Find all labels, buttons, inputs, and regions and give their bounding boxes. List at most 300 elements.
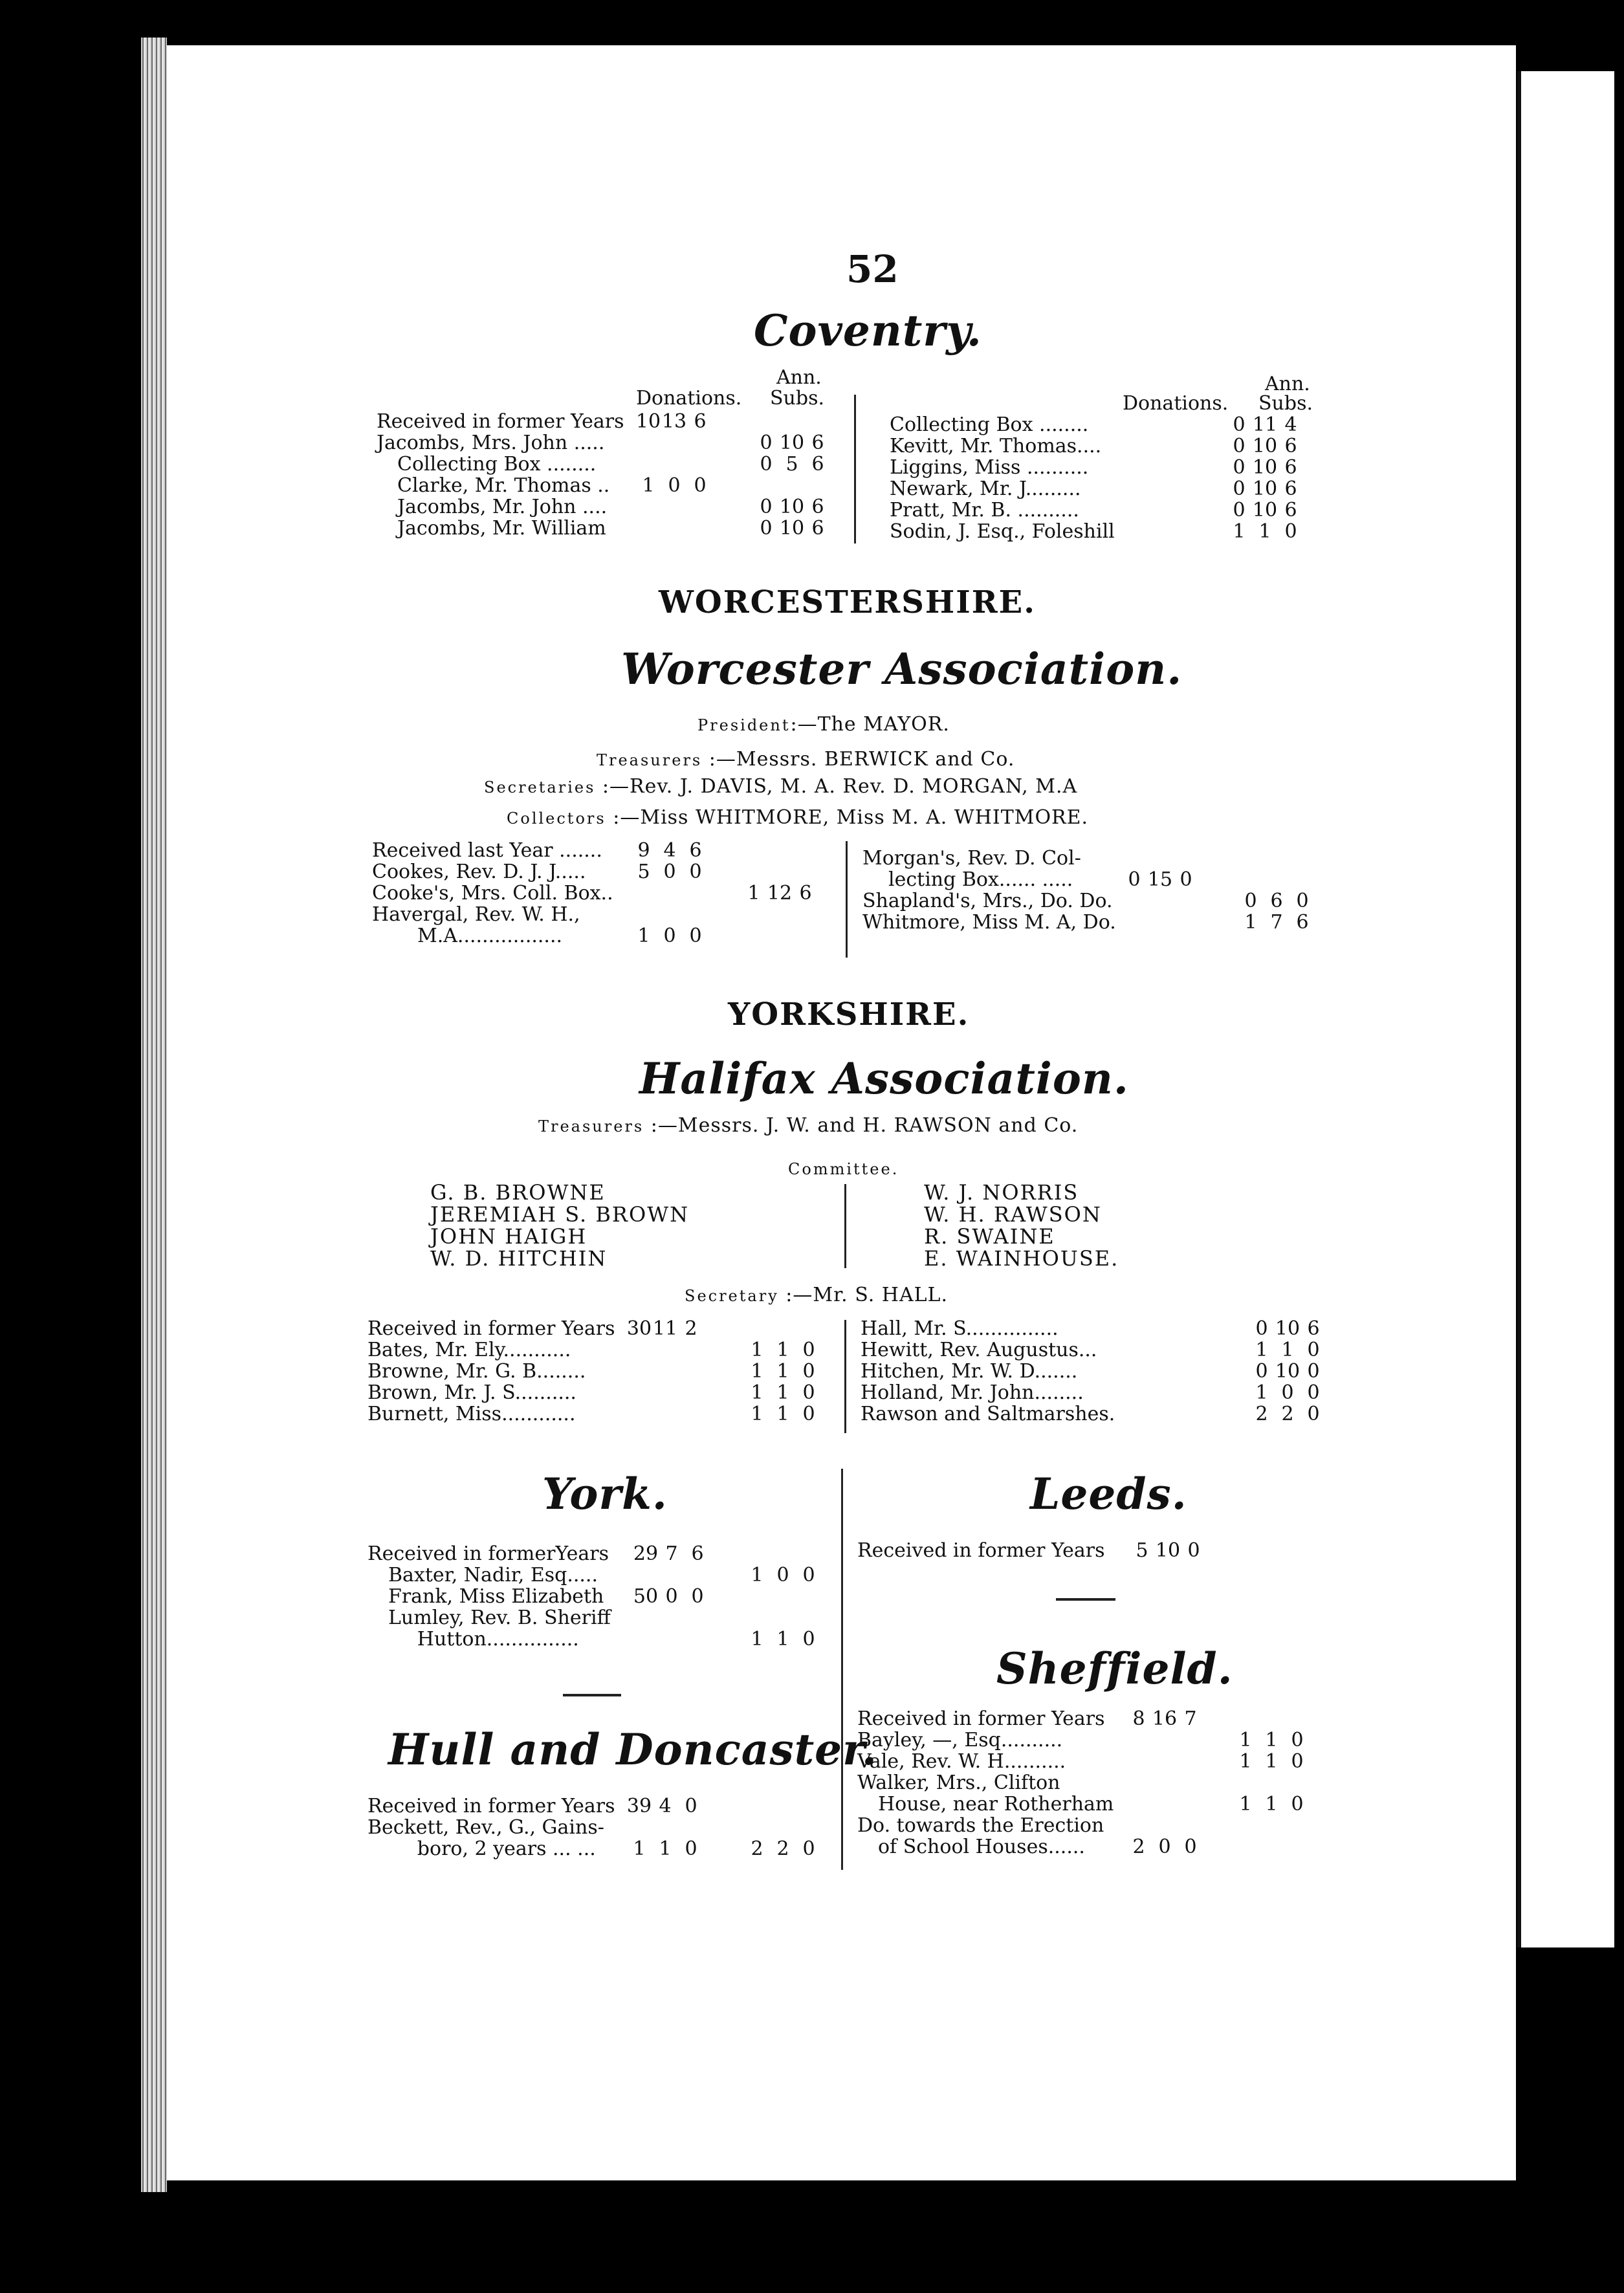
pounds-value: 29 (633, 1542, 659, 1565)
ledger-row (368, 1318, 840, 1339)
ledger-row (857, 1836, 1349, 1858)
committee-member: R. SWAINE (924, 1224, 1055, 1249)
pounds-value: 1 (751, 1628, 763, 1651)
halifax-treasurers-line (538, 1114, 1078, 1137)
ledger-name: Jacombs, Mrs. John ..... (377, 432, 605, 454)
shillings-value: 16 (1152, 1707, 1178, 1730)
pounds-value: 8 (1132, 1707, 1145, 1730)
shillings-value: 10 (1252, 435, 1278, 457)
ledger-row (857, 1540, 1349, 1561)
pounds-value: 0 (1233, 413, 1245, 436)
secretaries-label: Secretaries (484, 778, 596, 796)
pence-value: 6 (799, 882, 812, 905)
pence-value: 6 (1284, 456, 1297, 479)
subscription-amount (1238, 912, 1315, 933)
pence-value: 0 (802, 1381, 815, 1404)
pence-value: 0 (1291, 1729, 1304, 1751)
subscription-amount (1238, 890, 1315, 912)
ledger-row (861, 1361, 1359, 1382)
ledger-row (890, 478, 1355, 499)
coventry-title: Coventry. (754, 305, 982, 356)
subscription-amount (1249, 1361, 1326, 1382)
shillings-value: 1 (1265, 1729, 1278, 1751)
halifax-secretary-value: :—Mr. S. HALL. (778, 1284, 948, 1306)
subscription-amount (1249, 1382, 1326, 1403)
shillings-value: 1 (776, 1381, 789, 1404)
halifax-secretary-line (685, 1284, 948, 1306)
pounds-value: 2 (751, 1838, 763, 1860)
donation-amount (631, 861, 708, 883)
pence-value: 0 (689, 925, 702, 947)
pence-value: 4 (1284, 413, 1297, 436)
donation-amount (1126, 1836, 1203, 1858)
pounds-value: 1 (633, 1838, 646, 1860)
donation-amount (1126, 1708, 1203, 1729)
shillings-value: 1 (1281, 1339, 1294, 1361)
pence-value: 0 (802, 1403, 815, 1425)
shillings-value: 1 (776, 1360, 789, 1383)
committee-heading (788, 1157, 899, 1179)
subscription-amount (1226, 478, 1304, 499)
ledger-name: Hewitt, Rev. Augustus... (861, 1339, 1097, 1361)
shillings-value: 1 (776, 1339, 789, 1361)
shillings-value: 6 (1270, 890, 1283, 912)
book-page-edge (141, 38, 167, 2192)
pence-value: 6 (691, 1542, 704, 1565)
ledger-name: Rawson and Saltmarshes. (861, 1403, 1115, 1425)
pounds-value: 1 (1244, 911, 1257, 934)
halifax-left-ledger (368, 1318, 840, 1425)
ledger-row (377, 432, 842, 454)
ledger-row (857, 1772, 1349, 1794)
treasurers-line (597, 748, 1015, 771)
pounds-value: 1 (1239, 1793, 1252, 1816)
pounds-value: 39 (626, 1795, 652, 1817)
york-ledger (368, 1543, 840, 1650)
shillings-value: 7 (665, 1542, 678, 1565)
ledger-name: Baxter, Nadir, Esq..... (388, 1564, 598, 1586)
worcester-right-ledger (862, 848, 1354, 933)
halifax-secretary-label: Secretary (685, 1287, 779, 1305)
ledger-row (857, 1751, 1349, 1772)
ledger-row (368, 1607, 840, 1629)
ledger-row (377, 411, 842, 432)
ledger-row (861, 1318, 1359, 1339)
ledger-row (890, 457, 1355, 478)
subscription-amount (1226, 457, 1304, 478)
york-title: York. (542, 1469, 668, 1519)
ledger-name: Vale, Rev. W. H.......... (857, 1750, 1066, 1773)
section-rule (1056, 1598, 1115, 1601)
pounds-value: 2 (1255, 1403, 1268, 1425)
column-divider (854, 395, 856, 543)
shillings-value: 10 (779, 517, 805, 540)
column-divider (846, 841, 848, 958)
pence-value: 0 (689, 861, 702, 883)
pounds-value: 1 (751, 1339, 763, 1361)
shillings-value: 0 (668, 474, 681, 497)
shillings-value: 10 (1252, 456, 1278, 479)
pounds-value: 30 (626, 1317, 652, 1340)
shillings-value: 13 (661, 410, 687, 433)
pence-value: 0 (802, 1628, 815, 1651)
pence-value: 0 (1291, 1750, 1304, 1773)
pounds-value: 0 (760, 432, 773, 454)
shillings-value: 2 (1281, 1403, 1294, 1425)
ledger-row (857, 1729, 1349, 1751)
ledger-row (372, 861, 838, 883)
pence-value: 0 (1307, 1403, 1320, 1425)
committee-member: JOHN HAIGH (430, 1224, 587, 1249)
hull-doncaster-title: Hull and Doncaster. (388, 1724, 877, 1775)
pence-value: 0 (694, 474, 707, 497)
halifax-treasurers-label: Treasurers (538, 1117, 644, 1136)
ledger-row (862, 890, 1354, 912)
subscription-amount (1233, 1751, 1310, 1772)
ledger-name: Frank, Miss Elizabeth (388, 1585, 604, 1608)
subscription-amount (744, 1382, 822, 1403)
pence-value: 0 (1284, 520, 1297, 543)
secretaries-line (484, 775, 1077, 798)
pence-value: 6 (1284, 499, 1297, 521)
leeds-title: Leeds. (1030, 1469, 1187, 1519)
next-page-edge (1517, 71, 1614, 1947)
shillings-value: 2 (776, 1838, 789, 1860)
donation-amount (1129, 1540, 1207, 1561)
shillings-value: 10 (1275, 1360, 1300, 1383)
ledger-name: Brown, Mr. J. S.......... (368, 1381, 576, 1404)
worcester-left-ledger (372, 840, 838, 947)
column-divider (844, 1184, 846, 1268)
pence-value: 0 (802, 1838, 815, 1860)
committee-member: E. WAINHOUSE. (924, 1246, 1119, 1271)
coventry-right-ann: Ann. (1265, 373, 1310, 395)
ledger-row (862, 848, 1354, 869)
pounds-value: 1 (642, 474, 655, 497)
ledger-row (857, 1794, 1349, 1815)
ledger-name: Havergal, Rev. W. H., (372, 903, 580, 926)
subscription-amount (1249, 1339, 1326, 1361)
subscription-amount (1226, 414, 1304, 435)
halifax-right-ledger (861, 1318, 1359, 1425)
pounds-value: 1 (1255, 1339, 1268, 1361)
committee-member: W. J. NORRIS (924, 1180, 1079, 1205)
ledger-name: Whitmore, Miss M. A, Do. (862, 911, 1116, 934)
pounds-value: 1 (1239, 1729, 1252, 1751)
committee-member: JEREMIAH S. BROWN (430, 1202, 690, 1227)
pounds-value: 0 (1233, 477, 1245, 500)
ledger-name: Jacombs, Mr. William (397, 517, 606, 540)
ledger-row (861, 1382, 1359, 1403)
shillings-value: 10 (1252, 477, 1278, 500)
shillings-value: 15 (1147, 868, 1173, 891)
ledger-row (890, 414, 1355, 435)
coventry-left-subs: Subs. (770, 387, 825, 410)
pence-value: 0 (1307, 1339, 1320, 1361)
shillings-value: 10 (1275, 1317, 1300, 1340)
pounds-value: 1 (751, 1403, 763, 1425)
donation-amount (631, 840, 708, 861)
ledger-row (372, 904, 838, 925)
ledger-name: Browne, Mr. G. B........ (368, 1360, 586, 1383)
shillings-value: 10 (779, 432, 805, 454)
subscription-amount (744, 1629, 822, 1650)
shillings-value: 5 (785, 453, 798, 476)
subscription-amount (1226, 521, 1304, 542)
subscription-amount (753, 454, 831, 475)
subscription-amount (741, 883, 818, 904)
ledger-row (377, 518, 842, 539)
ledger-row (368, 1795, 840, 1817)
ledger-row (861, 1403, 1359, 1425)
ledger-name: Bates, Mr. Ely........... (368, 1339, 571, 1361)
page-number: 52 (846, 247, 899, 291)
ledger-name: Lumley, Rev. B. Sheriff (388, 1607, 611, 1629)
shillings-value: 10 (779, 496, 805, 518)
ledger-row (368, 1838, 840, 1860)
pounds-value: 1 (1233, 520, 1245, 543)
committee-right-names (924, 1181, 1119, 1269)
pounds-value: 10 (635, 410, 661, 433)
donation-amount (633, 1543, 710, 1564)
pence-value: 0 (1296, 890, 1309, 912)
shillings-value: 1 (1258, 520, 1271, 543)
ledger-row (368, 1564, 840, 1586)
pence-value: 0 (802, 1339, 815, 1361)
donation-amount (626, 1838, 704, 1860)
pence-value: 0 (802, 1564, 815, 1586)
subscription-amount (1226, 435, 1304, 457)
donation-amount (633, 1586, 710, 1607)
ledger-name: Liggins, Miss .......... (890, 456, 1089, 479)
pounds-value: 1 (747, 882, 760, 905)
subscription-amount (744, 1564, 822, 1586)
subscription-amount (744, 1339, 822, 1361)
ledger-name: Received in formerYears (368, 1542, 609, 1565)
ledger-name: Received in former Years (368, 1317, 615, 1340)
subscription-amount (744, 1361, 822, 1382)
collectors-value: :—Miss WHITMORE, Miss M. A. WHITMORE. (606, 806, 1089, 829)
donation-amount (626, 1318, 704, 1339)
president-line (697, 713, 950, 736)
ledger-name: Kevitt, Mr. Thomas.... (890, 435, 1102, 457)
president-value: :—The MAYOR. (790, 713, 950, 736)
ledger-name: Jacombs, Mr. John .... (397, 496, 608, 518)
shillings-value: 11 (652, 1317, 678, 1340)
shillings-value: 4 (663, 839, 676, 862)
ledger-row (368, 1403, 840, 1425)
subscription-amount (744, 1403, 822, 1425)
collectors-line (507, 806, 1088, 829)
shillings-value: 0 (665, 1585, 678, 1608)
ledger-row (890, 499, 1355, 521)
ledger-row (368, 1361, 840, 1382)
pence-value: 7 (1184, 1707, 1197, 1730)
ledger-row (861, 1339, 1359, 1361)
shillings-value: 1 (659, 1838, 672, 1860)
pence-value: 0 (802, 1360, 815, 1383)
pounds-value: 1 (637, 925, 650, 947)
ledger-name: Hitchen, Mr. W. D....... (861, 1360, 1078, 1383)
shillings-value: 10 (1252, 499, 1278, 521)
ledger-row (377, 496, 842, 518)
pence-value: 2 (685, 1317, 697, 1340)
ledger-row (862, 869, 1354, 890)
ledger-name: Shapland's, Mrs., Do. Do. (862, 890, 1113, 912)
ledger-name: Collecting Box ........ (397, 453, 597, 476)
pence-value: 6 (811, 453, 824, 476)
coventry-right-donations: Donations. (1123, 392, 1229, 415)
subscription-amount (753, 432, 831, 454)
pounds-value: 9 (637, 839, 650, 862)
shillings-value: 1 (776, 1628, 789, 1651)
pence-value: 6 (811, 496, 824, 518)
ledger-name: Received in former Years (368, 1795, 615, 1817)
ledger-row (368, 1586, 840, 1607)
subscription-amount (744, 1838, 822, 1860)
pounds-value: 0 (760, 496, 773, 518)
ledger-name: of School Houses...... (878, 1836, 1085, 1858)
pounds-value: 0 (1244, 890, 1257, 912)
pounds-value: 1 (1239, 1750, 1252, 1773)
ledger-name: Received last Year ....... (372, 839, 602, 862)
donation-amount (635, 411, 713, 432)
pence-value: 6 (694, 410, 707, 433)
shillings-value: 7 (1270, 911, 1283, 934)
coventry-right-ledger (890, 414, 1355, 542)
ledger-name: Hall, Mr. S............... (861, 1317, 1059, 1340)
pence-value: 0 (685, 1795, 697, 1817)
shillings-value: 0 (663, 925, 676, 947)
shillings-value: 1 (1265, 1793, 1278, 1816)
column-divider (841, 1469, 843, 1870)
subscription-amount (753, 518, 831, 539)
committee-left-names (430, 1181, 689, 1269)
donation-amount (626, 1795, 704, 1817)
shillings-value: 0 (1281, 1381, 1294, 1404)
pence-value: 6 (811, 517, 824, 540)
pounds-value: 0 (1255, 1360, 1268, 1383)
president-label: President (697, 716, 791, 734)
pounds-value: 1 (751, 1381, 763, 1404)
treasurers-label: Treasurers (597, 751, 703, 769)
donation-amount (1121, 869, 1199, 890)
ledger-row (857, 1708, 1349, 1729)
sheffield-ledger (857, 1708, 1349, 1858)
shillings-value: 0 (776, 1564, 789, 1586)
ledger-row (368, 1817, 840, 1838)
ledger-row (368, 1339, 840, 1361)
pounds-value: 1 (1255, 1381, 1268, 1404)
subscription-amount (1226, 499, 1304, 521)
coventry-left-ann: Ann. (776, 366, 822, 389)
ledger-row (372, 925, 838, 947)
ledger-name: Sodin, J. Esq., Foleshill (890, 520, 1115, 543)
treasurers-value: :—Messrs. BERWICK and Co. (702, 748, 1015, 771)
ledger-row (368, 1543, 840, 1564)
halifax-treasurers-value: :—Messrs. J. W. and H. RAWSON and Co. (644, 1114, 1079, 1137)
ledger-name: M.A................. (417, 925, 563, 947)
pounds-value: 0 (760, 453, 773, 476)
ledger-name: Received in former Years (857, 1707, 1105, 1730)
pence-value: 0 (691, 1585, 704, 1608)
ledger-name: Pratt, Mr. B. .......... (890, 499, 1079, 521)
ledger-row (862, 912, 1354, 933)
ledger-name: Beckett, Rev., G., Gains- (368, 1816, 604, 1839)
pounds-value: 1 (751, 1360, 763, 1383)
secretaries-value: :—Rev. J. DAVIS, M. A. Rev. D. MORGAN, M.A (595, 775, 1078, 798)
ledger-name: Received in former Years (377, 410, 624, 433)
sheffield-title: Sheffield. (996, 1643, 1233, 1694)
leeds-ledger (857, 1540, 1349, 1561)
pounds-value: 50 (633, 1585, 659, 1608)
pounds-value: 2 (1132, 1836, 1145, 1858)
ledger-name: Morgan's, Rev. D. Col- (862, 847, 1081, 870)
pence-value: 6 (689, 839, 702, 862)
donation-amount (635, 475, 713, 496)
pounds-value: 0 (1128, 868, 1141, 891)
ledger-row (368, 1629, 840, 1650)
shillings-value: 4 (659, 1795, 672, 1817)
ledger-name: Do. towards the Erection (857, 1814, 1104, 1837)
ledger-name: lecting Box...... ..... (888, 868, 1073, 891)
yorkshire-heading: YORKSHIRE. (728, 996, 970, 1033)
collectors-label: Collectors (507, 809, 606, 828)
ledger-row (372, 840, 838, 861)
pence-value: 0 (1307, 1360, 1320, 1383)
hull-ledger (368, 1795, 840, 1860)
ledger-name: Clarke, Mr. Thomas .. (397, 474, 610, 497)
ledger-row (890, 435, 1355, 457)
pence-value: 0 (1307, 1381, 1320, 1404)
coventry-right-subs: Subs. (1258, 392, 1313, 415)
ledger-name: Holland, Mr. John........ (861, 1381, 1084, 1404)
ledger-name: Newark, Mr. J......... (890, 477, 1081, 500)
pence-value: 6 (1307, 1317, 1320, 1340)
ledger-name: Cooke's, Mrs. Coll. Box.. (372, 882, 613, 905)
committee-label: Committee. (788, 1160, 899, 1178)
shillings-value: 12 (767, 882, 793, 905)
ledger-name: Collecting Box ........ (890, 413, 1089, 436)
shillings-value: 10 (1155, 1539, 1181, 1562)
subscription-amount (1233, 1794, 1310, 1815)
ledger-row (372, 883, 838, 904)
shillings-value: 0 (1158, 1836, 1171, 1858)
pence-value: 6 (1296, 911, 1309, 934)
pence-value: 0 (1180, 868, 1192, 891)
ledger-row (890, 521, 1355, 542)
shillings-value: 11 (1252, 413, 1278, 436)
pounds-value: 0 (1255, 1317, 1268, 1340)
pence-value: 0 (1184, 1836, 1197, 1858)
subscription-amount (1249, 1318, 1326, 1339)
subscription-amount (753, 496, 831, 518)
section-rule (563, 1694, 621, 1696)
ledger-name: Cookes, Rev. D. J. J..... (372, 861, 586, 883)
pence-value: 6 (1284, 435, 1297, 457)
ledger-row (377, 475, 842, 496)
worcester-association-title: Worcester Association. (621, 644, 1183, 694)
shillings-value: 1 (776, 1403, 789, 1425)
shillings-value: 1 (1265, 1750, 1278, 1773)
committee-member: W. D. HITCHIN (430, 1246, 608, 1271)
ledger-name: boro, 2 years ... ... (417, 1838, 596, 1860)
coventry-left-donations: Donations. (636, 387, 742, 410)
pounds-value: 0 (1233, 499, 1245, 521)
pounds-value: 0 (1233, 456, 1245, 479)
ledger-row (377, 454, 842, 475)
ledger-name: Walker, Mrs., Clifton (857, 1772, 1060, 1794)
